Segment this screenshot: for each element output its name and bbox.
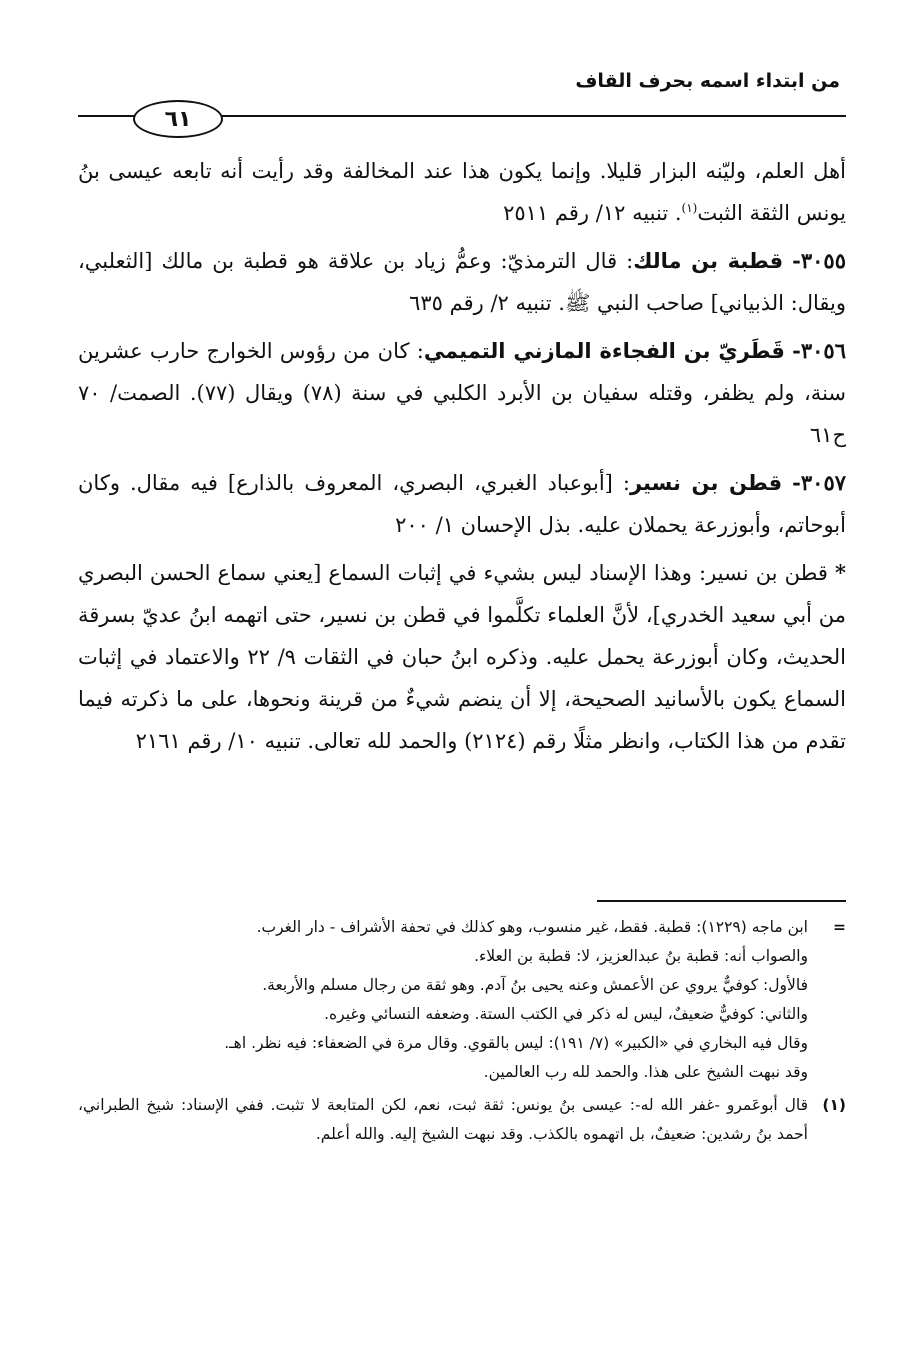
entry-text: : [أبوعباد الغبري، البصري، المعروف بالذارع] فيه مقال. وكان أبوحاتم، وأبوزرعة يحملان عليه. بذل الإحسان ١/ ٢٠٠ bbox=[78, 471, 846, 537]
entry-name: قطن بن نسير bbox=[629, 471, 783, 495]
page-number-text: ٦١ bbox=[164, 106, 192, 132]
footnote-line: وقد نبهت الشيخ على هذا. والحمد لله رب العالمين. bbox=[483, 1063, 808, 1081]
entry-text: قطن بن نسير: وهذا الإسناد ليس بشيء في إثبات السماع [يعني سماع الحسن البصري من أبي سعيد الخدري]، لأنَّ العلماء تكلَّموا في قطن بن نسير، حتى اتهمه ابنُ عديّ بسرقة الحديث، وكان أبوزرعة يحمل عليه. وذكره ابنُ حبان في الثقات ٩/ ٢٢ والاعتماد في إثبات السماع يكون بالأسانيد الصحيحة، إلا أن ينضم شيءٌ من قرينة ونحوها، على ما ذكرته فيما تقدم من هذا الكتاب، وانظر مثلًا رقم (٢١٢٤) والحمد لله تعالى. تنبيه ١٠/ رقم ٢١٦١ bbox=[78, 561, 846, 753]
footnote-line: والصواب أنه: قطبة بنُ عبدالعزيز، لا: قطبة بن العلاء. bbox=[474, 947, 808, 965]
footnote-line: والثاني: كوفيٌّ ضعيفٌ، ليس له ذكر في الكتب الستة. وضعفه النسائي وغيره. bbox=[324, 1005, 808, 1023]
entry-number: ٣٠٥٦- bbox=[792, 338, 846, 363]
entry-text: : قال الترمذيّ: وعمُّ زياد بن علاقة هو قطبة بن مالك [الثعلبي، ويقال: الذبياني] صاحب النبي ﷺ. تنبيه ٢/ رقم ٦٣٥ bbox=[78, 249, 846, 315]
entry-name: قطبة بن مالك bbox=[633, 249, 784, 273]
footnote-continuation bbox=[78, 913, 846, 1087]
entry-3057 bbox=[78, 462, 846, 546]
footnote-rule bbox=[597, 900, 846, 902]
footnote-line: فالأول: كوفيٌّ يروي عن الأعمش وعنه يحيى بنُ آدم. وهو ثقة من رجال مسلم والأربعة. bbox=[262, 976, 808, 994]
entry-number: ٣٠٥٥- bbox=[792, 248, 846, 273]
entry-3055 bbox=[78, 240, 846, 324]
entry-3056 bbox=[78, 330, 846, 456]
entry-note bbox=[78, 552, 846, 762]
entry-text: أهل العلم، وليّنه البزار قليلا. وإنما يكون هذا عند المخالفة وقد رأيت أنه تابعه عيسى بنُ يونس الثقة الثبت bbox=[78, 159, 846, 225]
entry-continuation bbox=[78, 150, 846, 234]
footnote-body bbox=[78, 1091, 808, 1149]
footnote-line: قال أبوعَمرو -غفر الله له-: عيسى بنُ يونس: ثقة ثبت، نعم، لكن المتابعة لا تثبت. ففي الإسناد: شيخ الطبراني، أحمد بنُ رشدين: ضعيفٌ، بل اتهموه بالكذب. وقد نبهت الشيخ إليه. والله أعلم. bbox=[78, 1096, 808, 1143]
footnote-body bbox=[78, 913, 808, 1087]
running-title: من ابتداء اسمه بحرف القاف bbox=[575, 70, 840, 92]
footnote-1 bbox=[78, 1091, 846, 1149]
footnotes bbox=[78, 913, 846, 1153]
footnote-mark: (١) bbox=[822, 1096, 846, 1114]
page-number bbox=[133, 100, 223, 138]
footnote-mark: = bbox=[833, 918, 846, 936]
entry-text: : كان من رؤوس الخوارج حارب عشرين سنة، ولم يظفر، وقتله سفيان بن الأبرد الكلبي في سنة (٧٨) ويقال (٧٧). الصمت/ ٧٠ ح٦١ bbox=[78, 339, 847, 447]
footnote-line: وقال فيه البخاري في «الكبير» (٧/ ١٩١): ليس بالقوي. وقال مرة في الضعفاء: فيه نظر. اهـ. bbox=[224, 1034, 808, 1052]
footnote-line: ابن ماجه (١٢٢٩): قطبة. فقط، غير منسوب، وهو كذلك في تحفة الأشراف - دار الغرب. bbox=[256, 918, 808, 936]
entry-source: . تنبيه ١٢/ رقم ٢٥١١ bbox=[503, 201, 682, 225]
entry-name: قَطَريّ بن الفجاءة المازني التميمي bbox=[423, 339, 785, 363]
entry-number: ٣٠٥٧- bbox=[792, 470, 847, 495]
main-text bbox=[78, 150, 846, 768]
star-marker: * bbox=[835, 560, 847, 585]
footnote-ref: (١) bbox=[681, 201, 698, 215]
